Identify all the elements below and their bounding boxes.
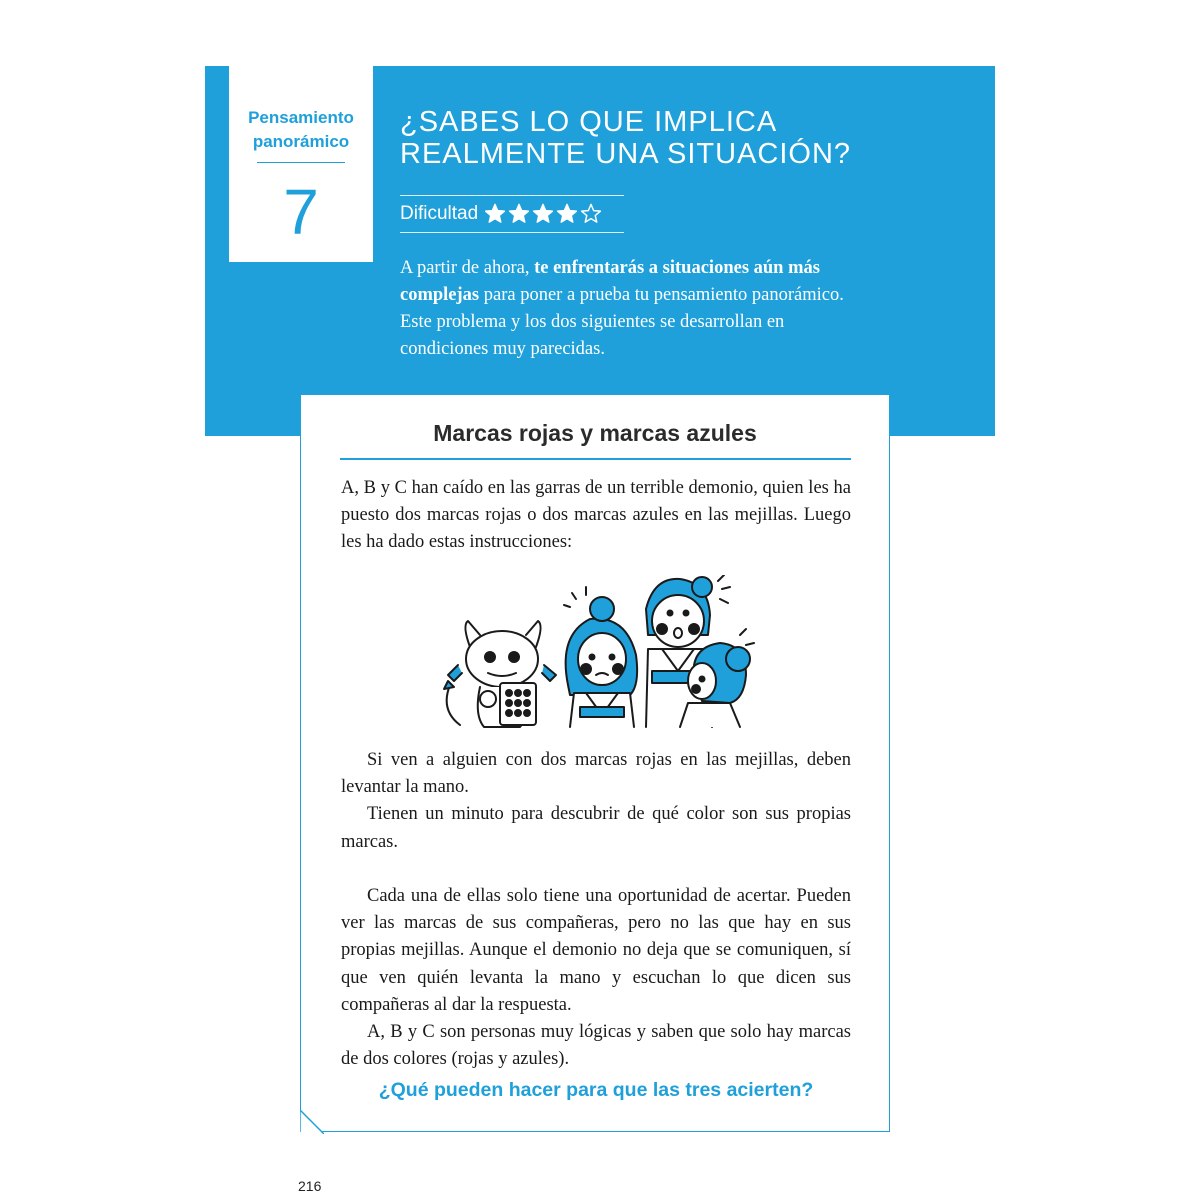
page-number: 216: [298, 1178, 322, 1194]
section-number: 7: [283, 176, 319, 248]
card-title: Marcas rojas y marcas azules: [433, 420, 757, 446]
intro-text: [400, 255, 870, 363]
difficulty-label: Dificultad: [400, 203, 479, 224]
demon-figure: [444, 621, 556, 727]
star-filled-icon: [508, 203, 530, 225]
section-box: [229, 66, 373, 262]
difficulty-rating: [400, 195, 624, 233]
intro-part: para poner a prueba tu pensamiento panorámico. Este problema y los dos siguientes se desarrollan en condiciones muy parecidas.: [400, 285, 844, 359]
page-title: ¿SABES LO QUE IMPLICA REALMENTE UNA SITUACIÓN?: [400, 106, 852, 170]
star-filled-icon: [484, 203, 506, 225]
star-empty-icon: [580, 203, 602, 225]
person-a-figure: [564, 587, 637, 727]
section-label: Pensamiento panorámico: [248, 108, 354, 151]
rules-text: [341, 883, 851, 1073]
paragraph-2: Si ven a alguien con dos marcas rojas en las mejillas, deben levantar la mano.: [341, 750, 851, 798]
instructions-text: [341, 747, 851, 856]
star-filled-icon: [556, 203, 578, 225]
section-rule: [257, 162, 345, 163]
paragraph-4: Cada una de ellas solo tiene una oportunidad de acertar. Pueden ver las marcas de sus compañeras, pero no las que hay en sus propias mejillas. Aunque el demonio no deja que se comuniquen, sí que ven quién levanta la mano y escuchan lo que dicen sus compañeras al dar la respuesta.: [341, 886, 851, 1015]
illustration: [440, 575, 760, 735]
card-fold-corner: [300, 1110, 324, 1134]
card-title-rule: [340, 458, 851, 460]
paragraph-1: A, B y C han caído en las garras de un terrible demonio, quien les ha puesto dos marcas rojas o dos marcas azules en las mejillas. Luego les ha dado estas instrucciones:: [341, 478, 851, 553]
intro-part: te enfrentarás a situaciones aún más complejas: [400, 258, 820, 305]
star-filled-icon: [532, 203, 554, 225]
paragraph-5: A, B y C son personas muy lógicas y saben que solo hay marcas de dos colores (rojas y azules).: [341, 1022, 851, 1070]
problem-question: ¿Qué pueden hacer para que las tres acierten?: [378, 1079, 814, 1101]
paragraph-3: Tienen un minuto para descubrir de qué color son sus propias marcas.: [341, 804, 851, 852]
paragraph-intro: [341, 475, 851, 557]
intro-part: A partir de ahora,: [400, 258, 535, 278]
difficulty-stars: [484, 203, 602, 225]
